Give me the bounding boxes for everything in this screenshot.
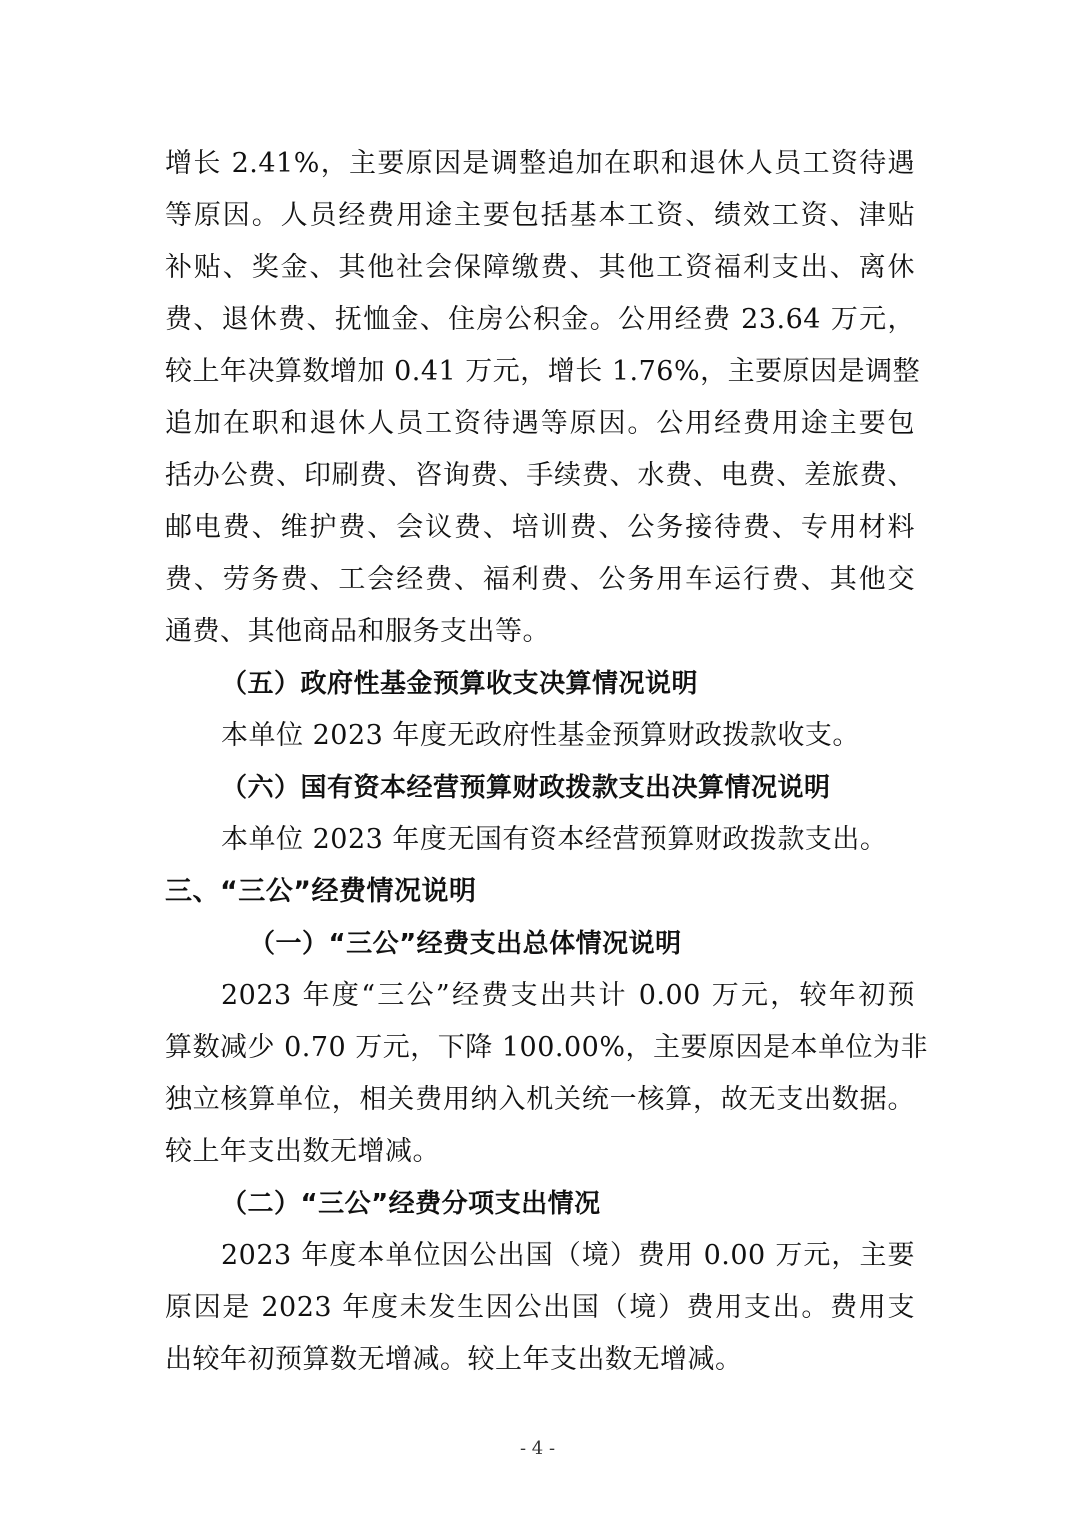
body-text-line: 原因是 2023 年度未发生因公出国（境）费用支出。费用支 <box>165 1292 915 1323</box>
body-text-line: 括办公费、印刷费、咨询费、手续费、水费、电费、差旅费、 <box>165 460 915 491</box>
section-heading-2: （二）“三公”经费分项支出情况 <box>221 1189 601 1219</box>
body-text-line: 2023 年度本单位因公出国（境）费用 0.00 万元，主要 <box>221 1240 915 1271</box>
section-heading-6: （六）国有资本经营预算财政拨款支出决算情况说明 <box>221 773 831 803</box>
body-text-line: 算数减少 0.70 万元，下降 100.00%，主要原因是本单位为非 <box>165 1032 928 1063</box>
body-text-line: 邮电费、维护费、会议费、培训费、公务接待费、专用材料 <box>165 512 915 543</box>
body-text-line: 费、退休费、抚恤金、住房公积金。公用经费 23.64 万元， <box>165 304 915 335</box>
body-text-line: 通费、其他商品和服务支出等。 <box>165 616 550 647</box>
body-text-line: 出较年初预算数无增减。较上年支出数无增减。 <box>165 1344 743 1375</box>
body-text-line: 追加在职和退休人员工资待遇等原因。公用经费用途主要包 <box>165 408 915 439</box>
body-text-line: 本单位 2023 年度无国有资本经营预算财政拨款支出。 <box>221 824 888 855</box>
chapter-heading-3: 三、“三公”经费情况说明 <box>165 876 477 907</box>
section-heading-5: （五）政府性基金预算收支决算情况说明 <box>221 669 699 699</box>
document-body <box>165 138 928 1386</box>
body-text-line: 费、劳务费、工会经费、福利费、公务用车运行费、其他交 <box>165 564 915 595</box>
body-text-line: 独立核算单位，相关费用纳入机关统一核算，故无支出数据。 <box>165 1084 915 1115</box>
body-text-line: 等原因。人员经费用途主要包括基本工资、绩效工资、津贴 <box>165 200 915 231</box>
body-text-line: 2023 年度“三公”经费支出共计 0.00 万元，较年初预 <box>221 980 915 1011</box>
page-number: - 4 - <box>519 1438 556 1459</box>
section-heading-1: （一）“三公”经费支出总体情况说明 <box>249 929 682 959</box>
body-text-line: 较上年决算数增加 0.41 万元，增长 1.76%，主要原因是调整 <box>165 356 921 387</box>
body-text-line: 较上年支出数无增减。 <box>165 1136 440 1167</box>
body-text-line: 补贴、奖金、其他社会保障缴费、其他工资福利支出、离休 <box>165 252 915 283</box>
body-text-line: 增长 2.41%，主要原因是调整追加在职和退休人员工资待遇 <box>165 148 915 179</box>
body-text-line: 本单位 2023 年度无政府性基金预算财政拨款收支。 <box>221 720 860 751</box>
